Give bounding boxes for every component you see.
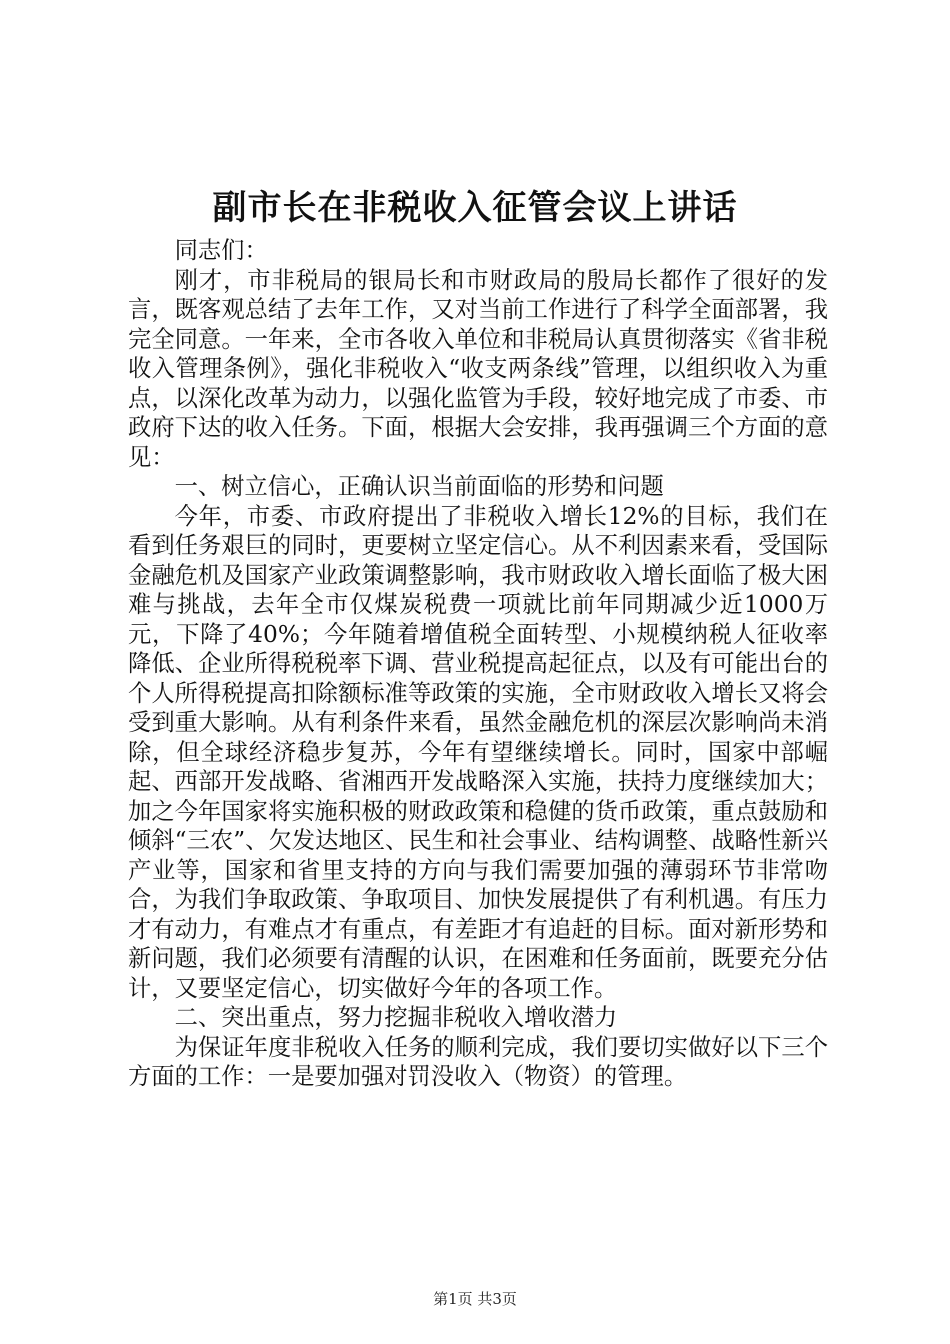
document-title: 副市长在非税收入征管会议上讲话 [212,188,738,228]
paragraph-intro: 刚才，市非税局的银局长和市财政局的殷局长都作了很好的发言，既客观总结了去年工作，又对当前工作进行了科学全面部署，我完全同意。一年来，全市各收入单位和非税局认真贯彻落实《省非税收入管理条例》，强化非税收入“收支两条线”管理，以组织收入为重点，以深化改革为动力，以强化监管为手段，较好地完成了市委、市政府下达的收入任务。下面，根据大会安排，我再强调三个方面的意见： [128,266,828,471]
page-footer: 第1页 共3页 [433,1290,517,1308]
section-heading-2: 二、突出重点，努力挖掘非税收入增收潜力 [174,1004,618,1031]
paragraph-section-2: 为保证年度非税收入任务的顺利完成，我们要切实做好以下三个方面的工作：一是要加强对罚没收入（物资）的管理。 [128,1033,828,1090]
salutation: 同志们： [174,237,268,264]
document-body [128,236,828,1092]
paragraph-section-1: 今年，市委、市政府提出了非税收入增长12%的目标，我们在看到任务艰巨的同时，更要树立坚定信心。从不利因素来看，受国际金融危机及国家产业政策调整影响，我市财政收入增长面临了极大困难与挑战，去年全市仅煤炭税费一项就比前年同期减少近1000万元，下降了40%；今年随着增值税全面转型、小规模纳税人征收率降低、企业所得税税率下调、营业税提高起征点，以及有可能出台的个人所得税提高扣除额标准等政策的实施，全市财政收入增长又将会受到重大影响。从有利条件来看，虽然金融危机的深层次影响尚未消除，但全球经济稳步复苏，今年有望继续增长。同时，国家中部崛起、西部开发战略、省湘西开发战略深入实施，扶持力度继续加大；加之今年国家将实施积极的财政政策和稳健的货币政策，重点鼓励和倾斜“三农”、欠发达地区、民生和社会事业、结构调整、战略性新兴产业等，国家和省里支持的方向与我们需要加强的薄弱环节非常吻合，为我们争取政策、争取项目、加快发展提供了有利机遇。有压力才有动力，有难点才有重点，有差距才有追赶的目标。面对新形势和新问题，我们必须要有清醒的认识，在困难和任务面前，既要充分估计，又要坚定信心，切实做好今年的各项工作。 [128,502,828,1002]
section-heading-1: 一、树立信心，正确认识当前面临的形势和问题 [174,473,664,500]
